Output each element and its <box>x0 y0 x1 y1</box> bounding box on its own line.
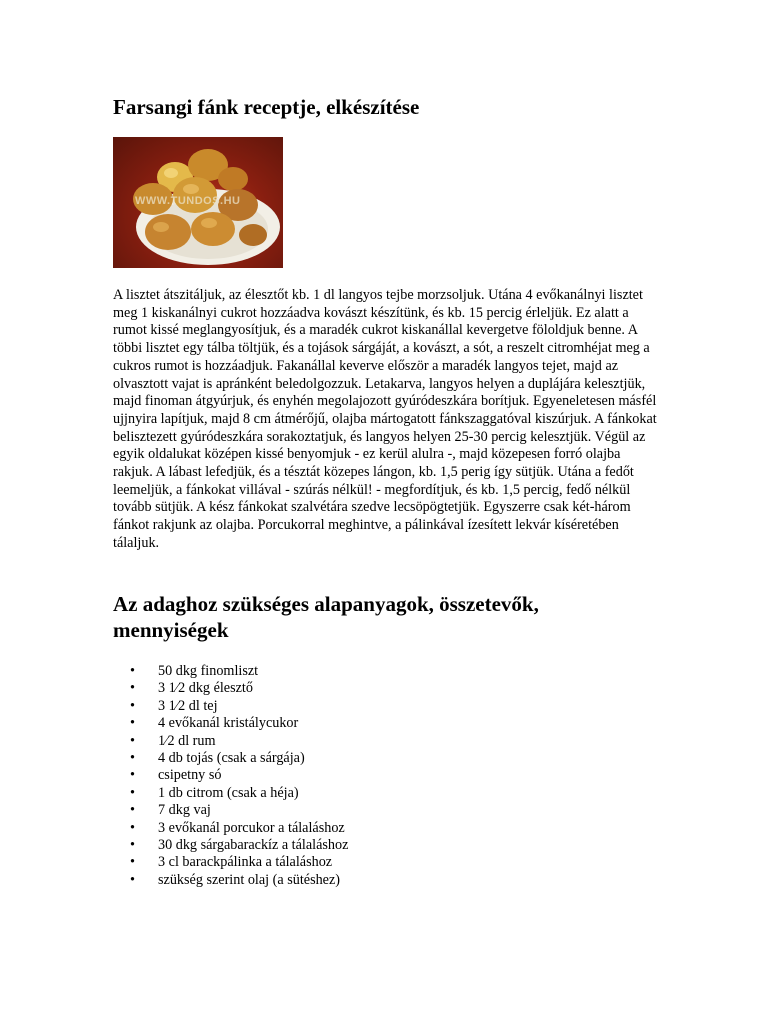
donuts-photo <box>113 137 283 268</box>
list-item: • 4 evőkanál kristálycukor <box>113 715 348 732</box>
list-item: • 3 evőkanál porcukor a tálaláshoz <box>113 820 348 837</box>
list-item: • 3 cl barackpálinka a tálaláshoz <box>113 854 348 871</box>
list-item: • 7 dkg vaj <box>113 802 348 819</box>
list-item: • 3 1⁄2 dl tej <box>113 698 348 715</box>
page-title: Farsangi fánk receptje, elkészítése <box>113 95 420 119</box>
list-item: • 30 dkg sárgabarackíz a tálaláshoz <box>113 837 348 854</box>
recipe-instructions: A lisztet átszitáljuk, az élesztőt kb. 1 dl langyos tejbe morzsoljuk. Utána 4 evőkanálnyi lisztet meg 1 kiskanálnyi cukrot hozzáadva kovászt készítünk, és kb. 15 percig érleljük. Ez alatt a rumot kissé meglangyosítjuk, és a maradék cukrot kiskanállal kevergetve föloldjuk benne. A többi lisztet egy tálba töltjük, és a tojások sárgáját, a kovászt, a sót, a reszelt citromhéjat meg a cukros rumot is hozzáadjuk. Fakanállal keverve először a maradék langyos tejet, majd az olvasztott vajat is apránként beledolgozzuk. Letakarva, langyos helyen a duplájára kelesztjük, majd finoman átgyúrjuk, és enyhén megolajozott gyúródeszkára borítjuk. Egyeneletesen másfél ujjnyira lapítjuk, majd 8 cm átmérőjű, olajba mártogatott fánkszaggatóval kiszúrjuk. A fánkokat belisztezett gyúródeszkára sorakoztatjuk, és langyos helyen 25-30 percig kelesztjük. Végül az egyik oldalukat középen kissé benyomjuk - ez kerül alulra -, majd közepesen forró olajba rakjuk. A lábast lefedjük, és a tésztát közepes lángon, kb. 1,5 perig így sütjük. Utána a fedőt leemeljük, a fánkokat villával - szúrás nélkül! - megfordítjuk, és kb. 1,5 percig, fedő nélkül tovább sütjük. A kész fánkokat szalvétára szedve lecsöpögtetjük. Egyszerre csak két-három fánkot rakjunk az olajba. Porcukorral meghintve, a pálinkával ízesített lekvár kíséretében tálaljuk. <box>113 287 657 551</box>
list-item: • szükség szerint olaj (a sütéshez) <box>113 872 348 889</box>
list-item: • csipetny só <box>113 767 348 784</box>
image-watermark: WWW.TUNDOS.HU <box>135 195 241 207</box>
list-item: • 50 dkg finomliszt <box>113 663 348 680</box>
ingredients-list <box>113 663 348 889</box>
ingredients-heading: Az adaghoz szükséges alapanyagok, összetevők, mennyiségek <box>113 592 539 642</box>
list-item: • 1 db citrom (csak a héja) <box>113 785 348 802</box>
list-item: • 3 1⁄2 dkg élesztő <box>113 680 348 697</box>
list-item: • 1⁄2 dl rum <box>113 733 348 750</box>
list-item: • 4 db tojás (csak a sárgája) <box>113 750 348 767</box>
